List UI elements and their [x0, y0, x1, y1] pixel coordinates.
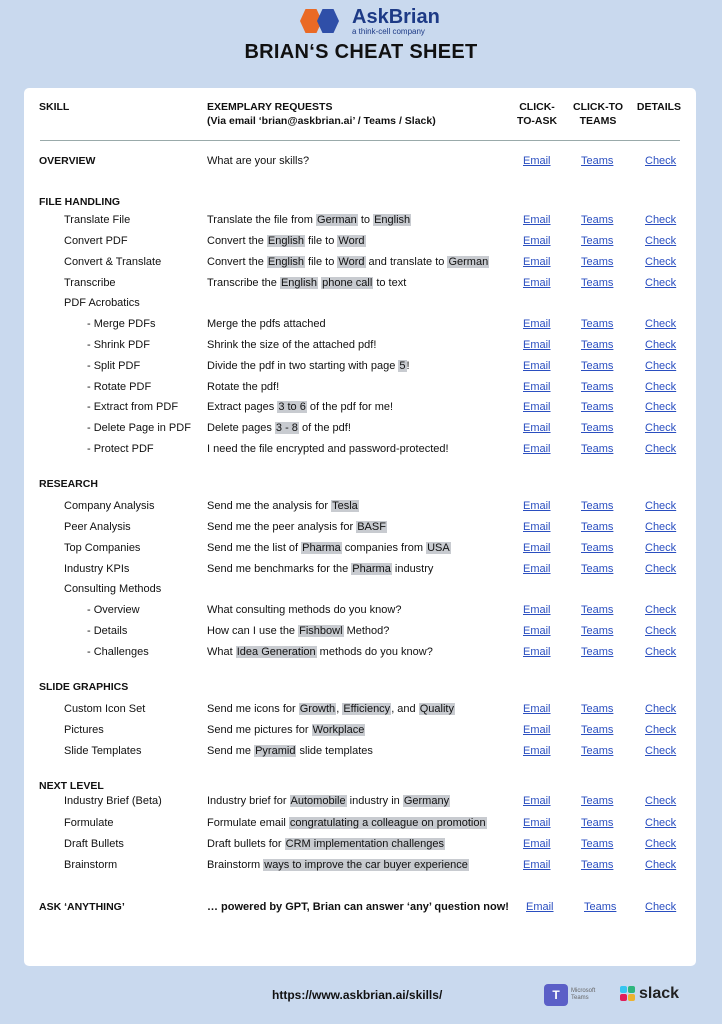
- request-text: What: [207, 646, 236, 658]
- cheat-sheet-card: [24, 88, 696, 966]
- skill-name: Formulate: [64, 817, 114, 829]
- example-request: [207, 232, 366, 250]
- request-text: and translate to: [365, 256, 448, 268]
- email-link[interactable]: Email: [523, 277, 551, 289]
- example-request: [207, 622, 389, 640]
- skill-name: - Shrink PDF: [87, 339, 150, 351]
- check-link[interactable]: Check: [645, 277, 677, 289]
- skill-name: - Overview: [87, 604, 140, 616]
- example-request: [207, 539, 451, 557]
- highlight-term: German: [448, 256, 489, 268]
- table-row: [24, 419, 696, 437]
- teams-link[interactable]: Teams: [581, 542, 614, 554]
- request-text: Send me the list of: [207, 542, 302, 554]
- check-link[interactable]: Check: [645, 838, 677, 850]
- check-link[interactable]: Check: [645, 235, 677, 247]
- teams-link[interactable]: Teams: [581, 521, 614, 533]
- skill-name: Draft Bullets: [64, 838, 124, 850]
- skill-name: Pictures: [64, 724, 104, 736]
- skill-name: Consulting Methods: [64, 583, 162, 595]
- highlight-term: ways to improve the car buyer experience: [264, 859, 468, 871]
- request-text: Brainstorm: [207, 859, 264, 871]
- skill-name: - Split PDF: [87, 360, 141, 372]
- highlight-term: congratulating a colleague on promotion: [289, 817, 486, 829]
- email-link[interactable]: Email: [523, 542, 551, 554]
- skill-name: Convert & Translate: [64, 256, 162, 268]
- brand-tagline: a think-cell company: [352, 26, 425, 36]
- email-link[interactable]: Email: [523, 360, 551, 372]
- highlight-term: Automobile: [290, 795, 346, 807]
- request-text: Send me the analysis for: [207, 500, 332, 512]
- highlight-term: Fishbowl: [299, 625, 343, 637]
- example-request: [207, 336, 376, 354]
- check-link[interactable]: Check: [645, 422, 677, 434]
- email-link[interactable]: Email: [523, 339, 551, 351]
- footer-url[interactable]: https://www.askbrian.ai/skills/: [272, 988, 443, 1002]
- email-link[interactable]: Email: [526, 901, 554, 913]
- brand-name: AskBrian: [352, 5, 440, 28]
- skill-name: - Rotate PDF: [87, 381, 152, 393]
- highlight-term: USA: [427, 542, 450, 554]
- check-link[interactable]: Check: [645, 401, 677, 413]
- teams-link[interactable]: Teams: [581, 214, 614, 226]
- skill-name: Custom Icon Set: [64, 703, 146, 715]
- skill-name: Top Companies: [64, 542, 141, 554]
- request-text: Draft bullets for: [207, 838, 285, 850]
- email-link[interactable]: Email: [523, 838, 551, 850]
- skill-name: Industry KPIs: [64, 563, 130, 575]
- check-link[interactable]: Check: [645, 381, 677, 393]
- highlight-term: Pyramid: [255, 745, 296, 757]
- example-request: [207, 560, 433, 578]
- check-link[interactable]: Check: [645, 703, 677, 715]
- table-row: [24, 475, 696, 493]
- example-request: [207, 378, 279, 396]
- email-link[interactable]: Email: [523, 381, 551, 393]
- example-request: [207, 497, 359, 515]
- table-row: [24, 601, 696, 619]
- teams-link[interactable]: Teams: [584, 901, 617, 913]
- teams-link[interactable]: Teams: [581, 625, 614, 637]
- section-heading: RESEARCH: [39, 478, 98, 490]
- request-text: to: [357, 214, 374, 226]
- request-text: Send me the peer analysis for: [207, 521, 357, 533]
- table-row: [24, 622, 696, 640]
- table-row: [24, 835, 696, 853]
- example-request: [207, 274, 406, 292]
- request-text: , and: [391, 703, 419, 715]
- example-request: [207, 315, 326, 333]
- request-text: Rotate the pdf!: [207, 381, 280, 393]
- skill-name: - Delete Page in PDF: [87, 422, 191, 434]
- header-divider: [40, 140, 680, 141]
- check-link[interactable]: Check: [645, 214, 677, 226]
- example-request: [207, 742, 373, 760]
- teams-link[interactable]: Teams: [581, 604, 614, 616]
- highlight-term: English: [267, 235, 304, 247]
- email-link[interactable]: Email: [523, 859, 551, 871]
- askbrian-logo: [300, 6, 440, 36]
- check-link[interactable]: Check: [645, 745, 677, 757]
- highlight-term: Word: [338, 235, 365, 247]
- slack-logo: [620, 985, 679, 1003]
- email-link[interactable]: Email: [523, 256, 551, 268]
- page-title: BRIAN‘S CHEAT SHEET: [244, 41, 478, 63]
- check-link[interactable]: Check: [645, 817, 677, 829]
- table-row: [24, 232, 696, 250]
- highlight-term: Workplace: [312, 724, 365, 736]
- request-text: Delete pages: [207, 422, 275, 434]
- email-link[interactable]: Email: [523, 703, 551, 715]
- slack-icon: [620, 986, 636, 1002]
- example-request: [207, 419, 351, 437]
- skill-name: PDF Acrobatics: [64, 297, 140, 309]
- skill-name: Convert PDF: [64, 235, 128, 247]
- example-request: [207, 601, 401, 619]
- table-row: [24, 643, 696, 661]
- table-row: [24, 315, 696, 333]
- request-text: Send me: [207, 745, 255, 757]
- table-row: [24, 721, 696, 739]
- email-link[interactable]: Email: [523, 795, 551, 807]
- table-row: [24, 742, 696, 760]
- teams-link[interactable]: Teams: [581, 838, 614, 850]
- check-link[interactable]: Check: [645, 360, 677, 372]
- highlight-term: Germany: [403, 795, 450, 807]
- table-row: [24, 152, 696, 170]
- teams-link[interactable]: Teams: [581, 500, 614, 512]
- example-request: [207, 253, 489, 271]
- highlight-term: English: [267, 256, 304, 268]
- section-heading: NEXT LEVEL: [39, 780, 104, 792]
- example-request: [207, 211, 411, 229]
- skill-name: - Protect PDF: [87, 443, 154, 455]
- header-details: DETAILS: [636, 101, 682, 113]
- skill-name: Translate File: [64, 214, 131, 226]
- table-row: [24, 440, 696, 458]
- request-text: Extract pages: [207, 401, 278, 413]
- table-row: [24, 294, 696, 312]
- skill-name: - Details: [87, 625, 128, 637]
- highlight-term: Growth: [299, 703, 336, 715]
- teams-link[interactable]: Teams: [581, 277, 614, 289]
- request-text: Divide the pdf in two starting with page: [207, 360, 399, 372]
- request-text: How can I use the: [207, 625, 299, 637]
- request-text: companies from: [341, 542, 427, 554]
- request-text: I need the file encrypted and password-protected!: [207, 443, 449, 455]
- highlight-term: phone call: [322, 277, 373, 289]
- email-link[interactable]: Email: [523, 646, 551, 658]
- teams-link[interactable]: Teams: [581, 859, 614, 871]
- teams-link[interactable]: Teams: [581, 256, 614, 268]
- check-link[interactable]: Check: [645, 901, 677, 913]
- highlight-term: Tesla: [332, 500, 358, 512]
- table-row: [24, 336, 696, 354]
- email-link[interactable]: Email: [523, 521, 551, 533]
- check-link[interactable]: Check: [645, 542, 677, 554]
- request-text: !: [406, 360, 410, 372]
- highlight-term: English: [280, 277, 318, 289]
- highlight-term: 3 to 6: [278, 401, 306, 413]
- table-row: [24, 898, 696, 916]
- example-request: [207, 152, 309, 170]
- highlight-term: 5: [399, 360, 406, 372]
- teams-link[interactable]: Teams: [581, 235, 614, 247]
- check-link[interactable]: Check: [645, 500, 677, 512]
- example-request: [207, 440, 449, 458]
- teams-link[interactable]: Teams: [581, 318, 614, 330]
- check-link[interactable]: Check: [645, 795, 677, 807]
- table-row: [24, 814, 696, 832]
- highlight-term: Idea Generation: [236, 646, 316, 658]
- request-text: of the pdf!: [298, 422, 351, 434]
- teams-link[interactable]: Teams: [581, 646, 614, 658]
- section-heading: OVERVIEW: [39, 155, 96, 167]
- request-text: Translate the file from: [207, 214, 317, 226]
- check-link[interactable]: Check: [645, 859, 677, 871]
- example-request: [207, 856, 469, 874]
- highlight-term: BASF: [357, 521, 386, 533]
- highlight-term: English: [374, 214, 411, 226]
- check-link[interactable]: Check: [645, 318, 677, 330]
- header-requests: EXEMPLARY REQUESTS (Via email ‘brian@askbrian.ai’ / Teams / Slack): [207, 101, 436, 127]
- check-link[interactable]: Check: [645, 256, 677, 268]
- check-link[interactable]: Check: [645, 521, 677, 533]
- example-request: [207, 700, 455, 718]
- email-link[interactable]: Email: [523, 724, 551, 736]
- teams-link[interactable]: Teams: [581, 381, 614, 393]
- table-row: [24, 398, 696, 416]
- teams-link[interactable]: Teams: [581, 422, 614, 434]
- table-row: [24, 274, 696, 292]
- header-click-to-teams: CLICK-TO TEAMS: [573, 101, 623, 127]
- teams-link[interactable]: Teams: [581, 745, 614, 757]
- section-heading: SLIDE GRAPHICS: [39, 681, 129, 693]
- table-row: [24, 678, 696, 696]
- check-link[interactable]: Check: [645, 155, 677, 167]
- skill-name: - Challenges: [87, 646, 149, 658]
- table-row: [24, 792, 696, 810]
- example-request: [207, 398, 393, 416]
- section-heading: FILE HANDLING: [39, 196, 121, 208]
- teams-link[interactable]: Teams: [581, 401, 614, 413]
- request-text: to text: [373, 277, 407, 289]
- highlight-term: Pharma: [352, 563, 391, 575]
- request-text: Shrink the size of the attached pdf!: [207, 339, 377, 351]
- request-text: Method?: [343, 625, 390, 637]
- example-request: [207, 518, 387, 536]
- request-text: file to: [305, 235, 338, 247]
- highlight-term: Pharma: [302, 542, 341, 554]
- email-link[interactable]: Email: [523, 817, 551, 829]
- example-request: [207, 357, 410, 375]
- check-link[interactable]: Check: [645, 563, 677, 575]
- request-text: ,: [336, 703, 343, 715]
- table-row: [24, 211, 696, 229]
- teams-label: Microsoft Teams: [571, 988, 596, 1001]
- example-request: [207, 643, 433, 661]
- request-text: Convert the: [207, 235, 267, 247]
- request-text: Send me pictures for: [207, 724, 312, 736]
- example-request: [207, 721, 365, 739]
- email-link[interactable]: Email: [523, 625, 551, 637]
- example-request: [207, 792, 450, 810]
- email-link[interactable]: Email: [523, 318, 551, 330]
- check-link[interactable]: Check: [645, 443, 677, 455]
- request-text: industry: [391, 563, 434, 575]
- email-link[interactable]: Email: [523, 563, 551, 575]
- table-row: [24, 518, 696, 536]
- request-text: slide templates: [296, 745, 373, 757]
- section-heading: ASK ‘ANYTHING’: [39, 901, 125, 913]
- check-link[interactable]: Check: [645, 625, 677, 637]
- request-text: … powered by GPT, Brian can answer ‘any’ question now!: [207, 901, 509, 913]
- highlight-term: Efficiency: [343, 703, 391, 715]
- header-click-to-ask: CLICK- TO-ASK: [516, 101, 558, 127]
- skill-name: Company Analysis: [64, 500, 155, 512]
- check-link[interactable]: Check: [645, 646, 677, 658]
- request-text: file to: [305, 256, 338, 268]
- request-text: What consulting methods do you know?: [207, 604, 402, 616]
- check-link[interactable]: Check: [645, 724, 677, 736]
- teams-link[interactable]: Teams: [581, 563, 614, 575]
- teams-link[interactable]: Teams: [581, 703, 614, 715]
- skill-name: - Extract from PDF: [87, 401, 179, 413]
- header-skill: SKILL: [39, 101, 70, 113]
- table-row: [24, 193, 696, 211]
- highlight-term: Word: [338, 256, 365, 268]
- email-link[interactable]: Email: [523, 214, 551, 226]
- email-link[interactable]: Email: [523, 604, 551, 616]
- table-row: [24, 580, 696, 598]
- slack-label: slack: [639, 985, 680, 1002]
- request-text: What are your skills?: [207, 155, 310, 167]
- request-text: industry in: [346, 795, 403, 807]
- example-request: [207, 835, 445, 853]
- table-row: [24, 253, 696, 271]
- email-link[interactable]: Email: [523, 745, 551, 757]
- table-row: [24, 700, 696, 718]
- email-link[interactable]: Email: [523, 401, 551, 413]
- skill-name: Industry Brief (Beta): [64, 795, 162, 807]
- table-row: [24, 560, 696, 578]
- highlight-term: CRM implementation challenges: [285, 838, 444, 850]
- email-link[interactable]: Email: [523, 443, 551, 455]
- check-link[interactable]: Check: [645, 339, 677, 351]
- teams-link[interactable]: Teams: [581, 795, 614, 807]
- check-link[interactable]: Check: [645, 604, 677, 616]
- request-text: Send me benchmarks for the: [207, 563, 352, 575]
- microsoft-teams-logo: [544, 984, 605, 1006]
- teams-link[interactable]: Teams: [581, 360, 614, 372]
- teams-link[interactable]: Teams: [581, 817, 614, 829]
- table-row: [24, 378, 696, 396]
- highlight-term: Quality: [419, 703, 454, 715]
- skill-name: Peer Analysis: [64, 521, 131, 533]
- teams-icon: T: [544, 984, 568, 1006]
- email-link[interactable]: Email: [523, 422, 551, 434]
- teams-link[interactable]: Teams: [581, 443, 614, 455]
- email-link[interactable]: Email: [523, 155, 551, 167]
- request-text: of the pdf for me!: [306, 401, 394, 413]
- request-text: Transcribe the: [207, 277, 280, 289]
- table-row: [24, 539, 696, 557]
- teams-link[interactable]: Teams: [581, 155, 614, 167]
- skill-name: Brainstorm: [64, 859, 118, 871]
- table-row: [24, 497, 696, 515]
- table-row: [24, 856, 696, 874]
- hexagon-logo-icon: [300, 6, 348, 36]
- example-request: [207, 814, 487, 832]
- request-text: Convert the: [207, 256, 267, 268]
- request-text: methods do you know?: [316, 646, 433, 658]
- highlight-term: German: [317, 214, 357, 226]
- request-text: Send me icons for: [207, 703, 299, 715]
- skill-name: Slide Templates: [64, 745, 142, 757]
- request-text: Formulate email: [207, 817, 289, 829]
- email-link[interactable]: Email: [523, 500, 551, 512]
- request-text: Industry brief for: [207, 795, 290, 807]
- teams-link[interactable]: Teams: [581, 724, 614, 736]
- teams-link[interactable]: Teams: [581, 339, 614, 351]
- skill-name: Transcribe: [64, 277, 116, 289]
- table-row: [24, 357, 696, 375]
- example-request: [207, 898, 509, 916]
- highlight-term: 3 - 8: [275, 422, 298, 434]
- request-text: Merge the pdfs attached: [207, 318, 326, 330]
- email-link[interactable]: Email: [523, 235, 551, 247]
- skill-name: - Merge PDFs: [87, 318, 156, 330]
